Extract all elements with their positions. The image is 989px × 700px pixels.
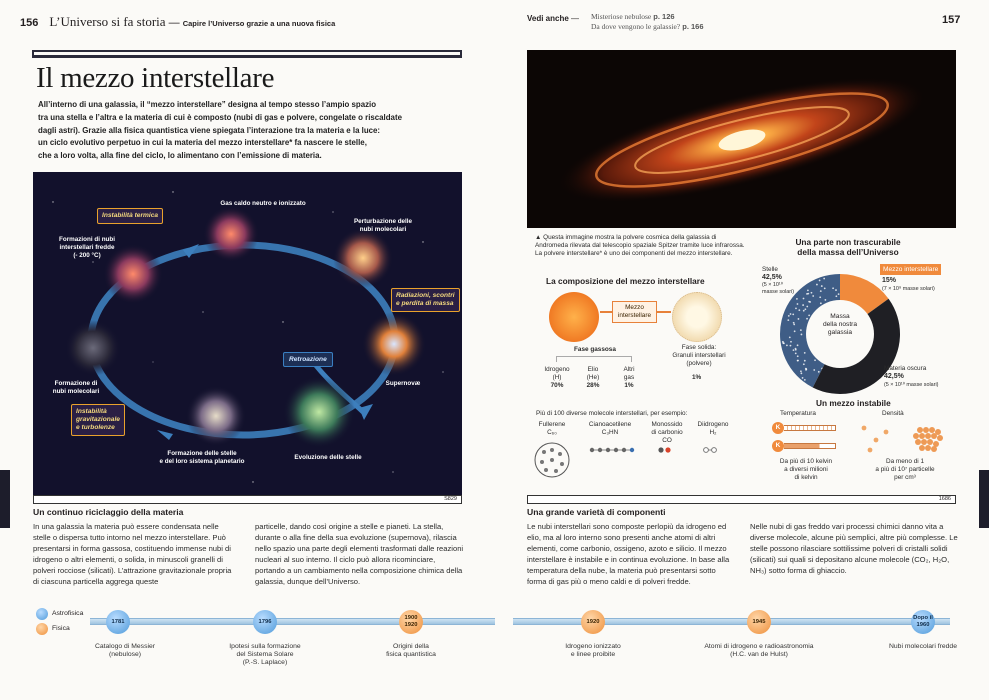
- temperature-label: Temperatura: [780, 410, 816, 417]
- star-speck: [800, 372, 802, 374]
- star-speck: [793, 322, 795, 324]
- timeline-year-0: 1781: [106, 610, 130, 634]
- star-evolution-image: [283, 376, 355, 448]
- page-number-right: 157: [942, 14, 961, 26]
- legend-physics-label: Fisica: [52, 625, 70, 632]
- star-speck: [832, 287, 834, 289]
- star-speck: [794, 330, 796, 332]
- left-section-col1: In una galassia la materia può essere condensata nelle stelle o dispersa tutto intorno nel mezzo interstellare. Può presentarsi in forma gassosa, costituendo immense nubi di idrogeno o altri elementi, o solida, in minuscoli granelli di polveri rocciose (silicati). L’attrazione gravitazionale propria di ciascuna particella aggrega queste: [33, 522, 232, 586]
- see-also-link-2[interactable]: Da dove vengono le galassie? p. 166: [591, 22, 704, 31]
- photo-credit: 1686: [527, 495, 956, 504]
- timeline-year-5: Dopo il 1960: [911, 610, 935, 634]
- page-number-left: 156: [20, 17, 39, 29]
- star-speck: [793, 349, 795, 351]
- timeline-label-1: Ipotesi sulla formazione del Sistema Solare (P.-S. Laplace): [229, 643, 301, 666]
- star-speck: [835, 295, 837, 297]
- label-perturbation: Perturbazione delle nubi molecolari: [353, 218, 413, 233]
- molecule-fullerene: Fullerene C₆₀: [538, 421, 566, 436]
- star-speck: [819, 280, 821, 282]
- star-speck: [804, 360, 806, 362]
- timeline-year-2: 1900 1920: [399, 610, 423, 634]
- star-speck: [802, 377, 804, 379]
- unstable-title: Un mezzo instabile: [816, 398, 891, 408]
- star-speck: [824, 287, 826, 289]
- star-speck: [798, 309, 800, 311]
- star-speck: [805, 368, 807, 370]
- molecular-cloud-image: [65, 320, 121, 376]
- star-speck: [800, 370, 802, 372]
- star-speck: [811, 292, 813, 294]
- label-cold-clouds: Formazioni di nubi interstellari fredde (- 200 °C): [59, 236, 115, 259]
- star-speck: [820, 302, 822, 304]
- ism-center-box: Mezzo interstellare: [612, 301, 657, 323]
- star-formation-image: [186, 386, 246, 446]
- star-speck: [788, 315, 790, 317]
- star-speck: [804, 379, 806, 381]
- see-also: Vedi anche —: [527, 14, 580, 23]
- perturbation-nebula: [333, 228, 393, 288]
- kelvin-icon-2: K: [772, 440, 784, 452]
- star-speck: [790, 313, 792, 315]
- ism-values: 15% (7 × 10⁹ masse solari): [882, 277, 935, 292]
- element-helium: Elio (He) 28%: [586, 366, 600, 389]
- donut-center-label: Massa della nostra galassia: [822, 313, 858, 336]
- element-other-gases: Altri gas 1%: [623, 366, 635, 389]
- left-section-heading: Un continuo riciclaggio della materia: [33, 507, 184, 517]
- star-speck: [796, 298, 798, 300]
- star-speck: [808, 301, 810, 303]
- star-speck: [790, 341, 792, 343]
- temperature-desc: Da più di 10 kelvin a diversi milioni di kelvin: [779, 458, 833, 481]
- hot-gas-nebula: [203, 206, 259, 262]
- density-particles: [856, 420, 952, 456]
- star-speck: [807, 293, 809, 295]
- density-desc: Da meno di 1 a più di 10⁷ particelle per cm³: [875, 458, 935, 481]
- star-speck: [818, 371, 820, 373]
- star-speck: [821, 285, 823, 287]
- star-speck: [795, 352, 797, 354]
- star-speck: [802, 304, 804, 306]
- molecules-intro: Più di 100 diverse molecole interstellari, per esempio:: [536, 410, 688, 417]
- density-label: Densità: [882, 410, 904, 417]
- star-speck: [816, 284, 818, 286]
- solid-phase-label: Fase solida: Granuli interstellari (polvere): [672, 344, 726, 367]
- see-also-link-1[interactable]: Misteriose nebulose p. 126: [591, 12, 675, 21]
- star-speck: [789, 336, 791, 338]
- star-speck: [795, 348, 797, 350]
- star-speck: [786, 344, 788, 346]
- legend-astro-dot: [36, 608, 48, 620]
- tag-radiation: Radiazioni, scontri e perdita di massa: [391, 288, 460, 312]
- timeline-label-2: Origini della fisica quantistica: [386, 643, 436, 658]
- molecule-icons: [528, 440, 738, 480]
- star-speck: [803, 363, 805, 365]
- star-speck: [819, 296, 821, 298]
- composition-title: La composizione del mezzo interstellare: [546, 276, 705, 286]
- star-speck: [812, 295, 814, 297]
- star-speck: [793, 324, 795, 326]
- star-speck: [797, 303, 799, 305]
- molecule-co: Monossido di carbonio CO: [651, 421, 683, 444]
- solid-phase-pct: 1%: [692, 374, 702, 381]
- star-speck: [801, 334, 803, 336]
- star-speck: [813, 369, 815, 371]
- label-hot-gas: Gas caldo neutro e ionizzato: [220, 200, 306, 207]
- star-speck: [797, 355, 799, 357]
- star-speck: [806, 306, 808, 308]
- star-speck: [792, 313, 794, 315]
- right-section-heading: Una grande varietà di componenti: [527, 507, 666, 517]
- intro-text: All’interno di una galassia, il “mezzo interstellare” designa al tempo stesso l’ampio spazio tra una stella e l’altra e la materia di cui è composto (nubi di gas e polvere, congelate o riscaldate dagli astri). Grazie alla fisica quantistica viene spiegata l’interazione tra la materia e la luce: un ciclo evolutivo perpetuo in cui la materia del mezzo interstellare* fa nascere le stelle, che a loro volta, alla fine del ciclo, lo alimentano con l’emissione di materia.: [38, 100, 402, 161]
- galaxy-svg: [527, 50, 956, 228]
- timeline-label-0: Catalogo di Messier (nebulose): [94, 643, 156, 658]
- star-speck: [790, 345, 792, 347]
- star-speck: [787, 319, 789, 321]
- timeline-label-4: Atomi di idrogeno e radioastronomia (H.C. van de Hulst): [704, 643, 814, 658]
- star-speck: [824, 299, 826, 301]
- star-speck: [823, 278, 825, 280]
- thermometer-1: [784, 425, 836, 431]
- molecule-cyanoacetylene: Cianoacetilene C₃HN: [588, 421, 632, 436]
- star-speck: [838, 293, 840, 295]
- star-speck: [798, 318, 800, 320]
- timeline-bar: [90, 618, 950, 625]
- chapter-subtitle: Capire l’Universo grazie a una nuova fisica: [182, 19, 336, 28]
- dark-matter-label: Materia oscura 42,5% (5 × 10¹⁰ masse solari): [884, 365, 939, 388]
- left-section-col2: particelle, dando così origine a stelle e pianeti. La stella, durante o alla fine della sua evoluzione (supernova), rilascia nello spazio una parte degli elementi trasformati dalle reazioni nucleari al suo interno. Il ciclo può allora ricominciare, portando a un cambiamento nella composizione chimica della galassia, dunque dell’Universo.: [255, 522, 464, 586]
- label-star-formation: Formazione delle stelle e del loro sistema planetario: [159, 450, 245, 465]
- star-speck: [804, 308, 806, 310]
- tag-feedback: Retroazione: [283, 352, 333, 367]
- label-supernova: Supernovæ: [385, 380, 421, 387]
- star-speck: [820, 290, 822, 292]
- star-speck: [797, 344, 799, 346]
- diagram-credit: S829: [33, 495, 462, 504]
- star-speck: [803, 298, 805, 300]
- andromeda-photo: [527, 50, 956, 228]
- star-speck: [814, 359, 816, 361]
- solid-phase-blob: [672, 292, 722, 342]
- legend-astro-label: Astrofisica: [52, 610, 84, 617]
- element-hydrogen: Idrogeno (H) 70%: [544, 366, 570, 389]
- star-speck: [804, 352, 806, 354]
- star-speck: [795, 307, 797, 309]
- kelvin-icon-1: K: [772, 422, 784, 434]
- right-section-col1: Le nubi interstellari sono composte perlopiù da idrogeno ed elio, ma al loro interno sono presenti anche atomi di altri elementi, come carbonio, ossigeno, azoto e silicio. Il mezzo interstellare è instabile e in continua evoluzione. In base alla temperatura della nube, la materia può presentarsi sotto forma di gas più o meno caldi e di polveri fredde.: [527, 522, 730, 586]
- star-speck: [797, 360, 799, 362]
- star-speck: [800, 329, 802, 331]
- supernova-image: [362, 312, 426, 376]
- photo-caption: ▲ Questa immagine mostra la polvere cosmica della galassia di Andromeda rilevata dal telescopio spaziale Spitzer tramite luce infrarossa. La polvere interstellare* è uno dei componenti del mezzo interstellare.: [535, 234, 745, 257]
- star-speck: [803, 310, 805, 312]
- label-star-evolution: Evoluzione delle stelle: [294, 454, 362, 461]
- chapter-title: L’Universo si fa storia: [49, 14, 166, 29]
- ism-label: Mezzo interstellare: [880, 264, 941, 275]
- page-title: Il mezzo interstellare: [36, 62, 275, 94]
- gas-phase-blob: [549, 292, 599, 342]
- left-page-header: 156 L’Universo si fa storia — Capire l’Universo grazie a una nuova fisica: [20, 14, 336, 29]
- gas-phase-label: Fase gassosa: [574, 346, 616, 353]
- tag-thermal-instability: Instabilità termica: [97, 208, 163, 224]
- see-also-list: [591, 12, 704, 32]
- timeline-year-3: 1920: [581, 610, 605, 634]
- star-speck: [782, 342, 784, 344]
- molecule-h2: Diidrogeno H₂: [697, 421, 729, 436]
- legend-physics-dot: [36, 623, 48, 635]
- side-tab-left: [0, 470, 10, 528]
- star-speck: [835, 289, 837, 291]
- matter-cycle-diagram: [33, 172, 462, 499]
- side-tab-right: [979, 470, 989, 528]
- tag-gravitational: Instabilità gravitazionale e turbolenze: [71, 404, 125, 436]
- title-rule: [32, 50, 462, 58]
- label-molecular: Formazione di nubi molecolari: [52, 380, 100, 395]
- stars-label: Stelle 42,5% (5 × 10¹⁰ masse solari): [762, 266, 795, 295]
- thermometer-2: [784, 443, 836, 449]
- timeline-gutter: [495, 618, 513, 625]
- timeline-year-4: 1945: [747, 610, 771, 634]
- timeline-year-1: 1796: [253, 610, 277, 634]
- timeline-label-5: Nubi molecolari fredde: [888, 643, 957, 650]
- mass-chart-title: Una parte non trascurabile della massa dell’Universo: [795, 237, 901, 257]
- star-speck: [807, 289, 809, 291]
- right-section-col2: Nelle nubi di gas freddo vari processi chimici danno vita a diverse molecole, alcune più semplici, altre più complesse. Le stelle possono rilasciare sottilissime polveri di cristalli solidi (silicati) sui quali si depositano alcune molecole (CO₂, H₂O, NH₃) sotto forma di ghiaccio.: [750, 522, 958, 575]
- timeline-label-3: Idrogeno ionizzato e linee proibite: [565, 643, 621, 658]
